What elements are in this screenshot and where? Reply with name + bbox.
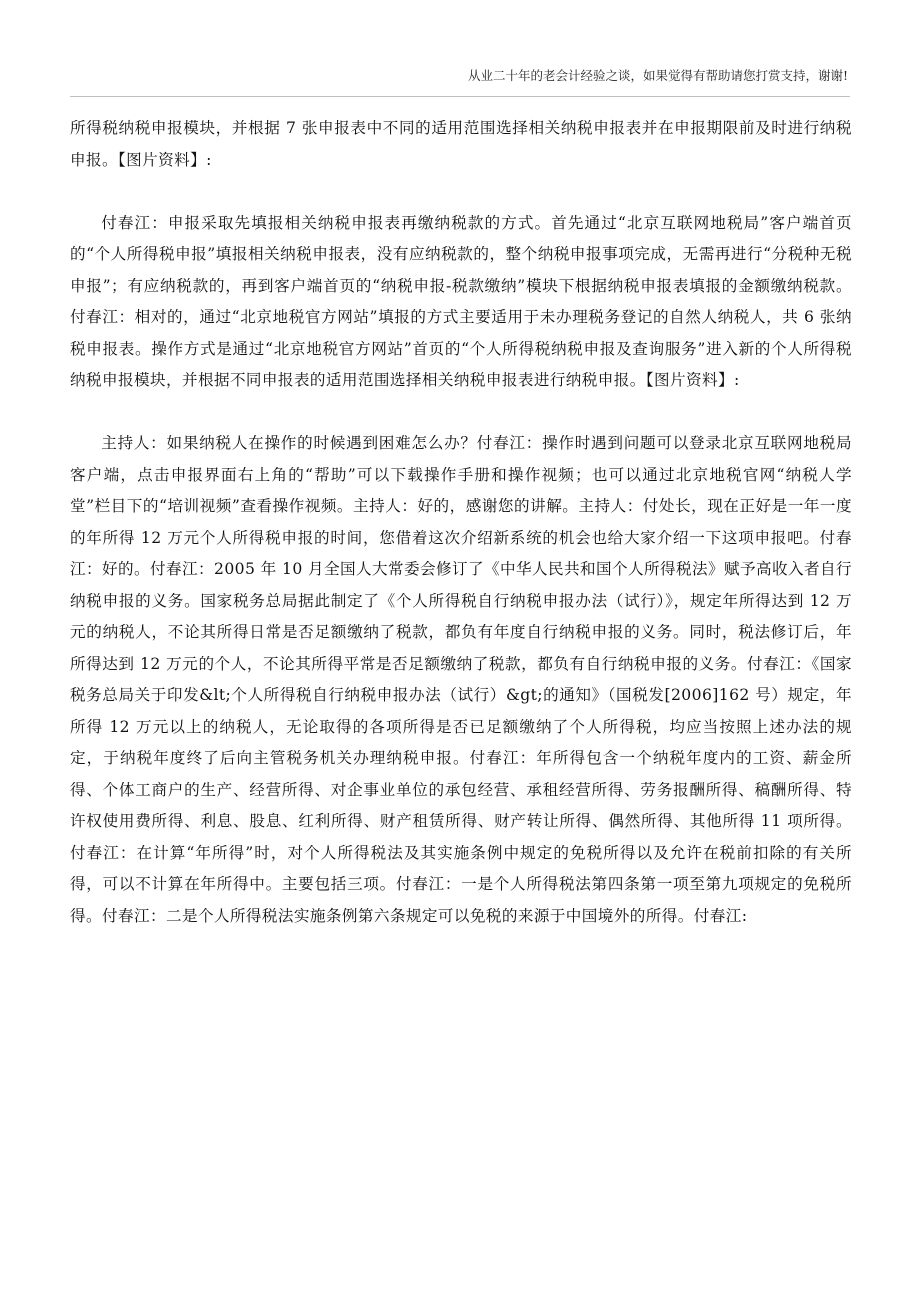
paragraph-spacer <box>70 176 852 208</box>
paragraph-3: 主持人：如果纳税人在操作的时候遇到困难怎么办？付春江：操作时遇到问题可以登录北京互联网地税局客户端，点击申报界面右上角的“帮助”可以下载操作手册和操作视频；也可以通过北京地税官网“纳税人学堂”栏目下的“培训视频”查看操作视频。主持人：好的，感谢您的讲解。主持人：付处长，现在正好是一年一度的年所得 12 万元个人所得税申报的时间，您借着这次介绍新系统的机会也给大家介绍一下这项申报吧。付春江：好的。付春江：2005 年 10 月全国人大常委会修订了《中华人民共和国个人所得税法》赋予高收入者自行纳税申报的义务。国家税务总局据此制定了《个人所得税自行纳税申报办法（试行）》，规定年所得达到 12 万元的纳税人，不论其所得日常是否足额缴纳了税款，都负有年度自行纳税申报的义务。同时，税法修订后，年所得达到 12 万元的个人，不论其所得平常是否足额缴纳了税款，都负有自行纳税申报的义务。付春江：《国家税务总局关于印发&lt;个人所得税自行纳税申报办法（试行）&gt;的通知》（国税发[2006]162 号）规定，年所得 12 万元以上的纳税人，无论取得的各项所得是否已足额缴纳了个人所得税，均应当按照上述办法的规定，于纳税年度终了后向主管税务机关办理纳税申报。付春江：年所得包含一个纳税年度内的工资、薪金所得、个体工商户的生产、经营所得、对企事业单位的承包经营、承租经营所得、劳务报酬所得、稿酬所得、特许权使用费所得、利息、股息、红利所得、财产租赁所得、财产转让所得、偶然所得、其他所得 11 项所得。付春江：在计算“年所得”时，对个人所得税法及其实施条例中规定的免税所得以及允许在税前扣除的有关所得，可以不计算在年所得中。主要包括三项。付春江：一是个人所得税法第四条第一项至第九项规定的免税所得。付春江：二是个人所得税法实施条例第六条规定可以免税的来源于中国境外的所得。付春江: <box>70 434 852 925</box>
paragraph-spacer <box>70 397 852 429</box>
header-divider <box>70 96 850 97</box>
paragraph-2: 付春江：申报采取先填报相关纳税申报表再缴纳税款的方式。首先通过“北京互联网地税局”客户端首页的“个人所得税申报”填报相关纳税申报表，没有应纳税款的，整个纳税申报事项完成，无需再进行“分税种无税申报”；有应纳税款的，再到客户端首页的“纳税申报-税款缴纳”模块下根据纳税申报表填报的金额缴纳税款。付春江：相对的，通过“北京地税官方网站”填报的方式主要适用于未办理税务登记的自然人纳税人，共 6 张纳税申报表。操作方式是通过“北京地税官方网站”首页的“个人所得税纳税申报及查询服务”进入新的个人所得税纳税申报模块，并根据不同申报表的适用范围选择相关纳税申报表进行纳税申报。【图片资料】: <box>70 213 852 389</box>
paragraph-1: 所得税纳税申报模块，并根据 7 张申报表中不同的适用范围选择相关纳税申报表并在申报期限前及时进行纳税申报。【图片资料】: <box>70 119 852 169</box>
document-body <box>70 113 852 932</box>
header-tagline: 从业二十年的老会计经验之谈，如果觉得有帮助请您打赏支持，谢谢! <box>467 68 848 83</box>
